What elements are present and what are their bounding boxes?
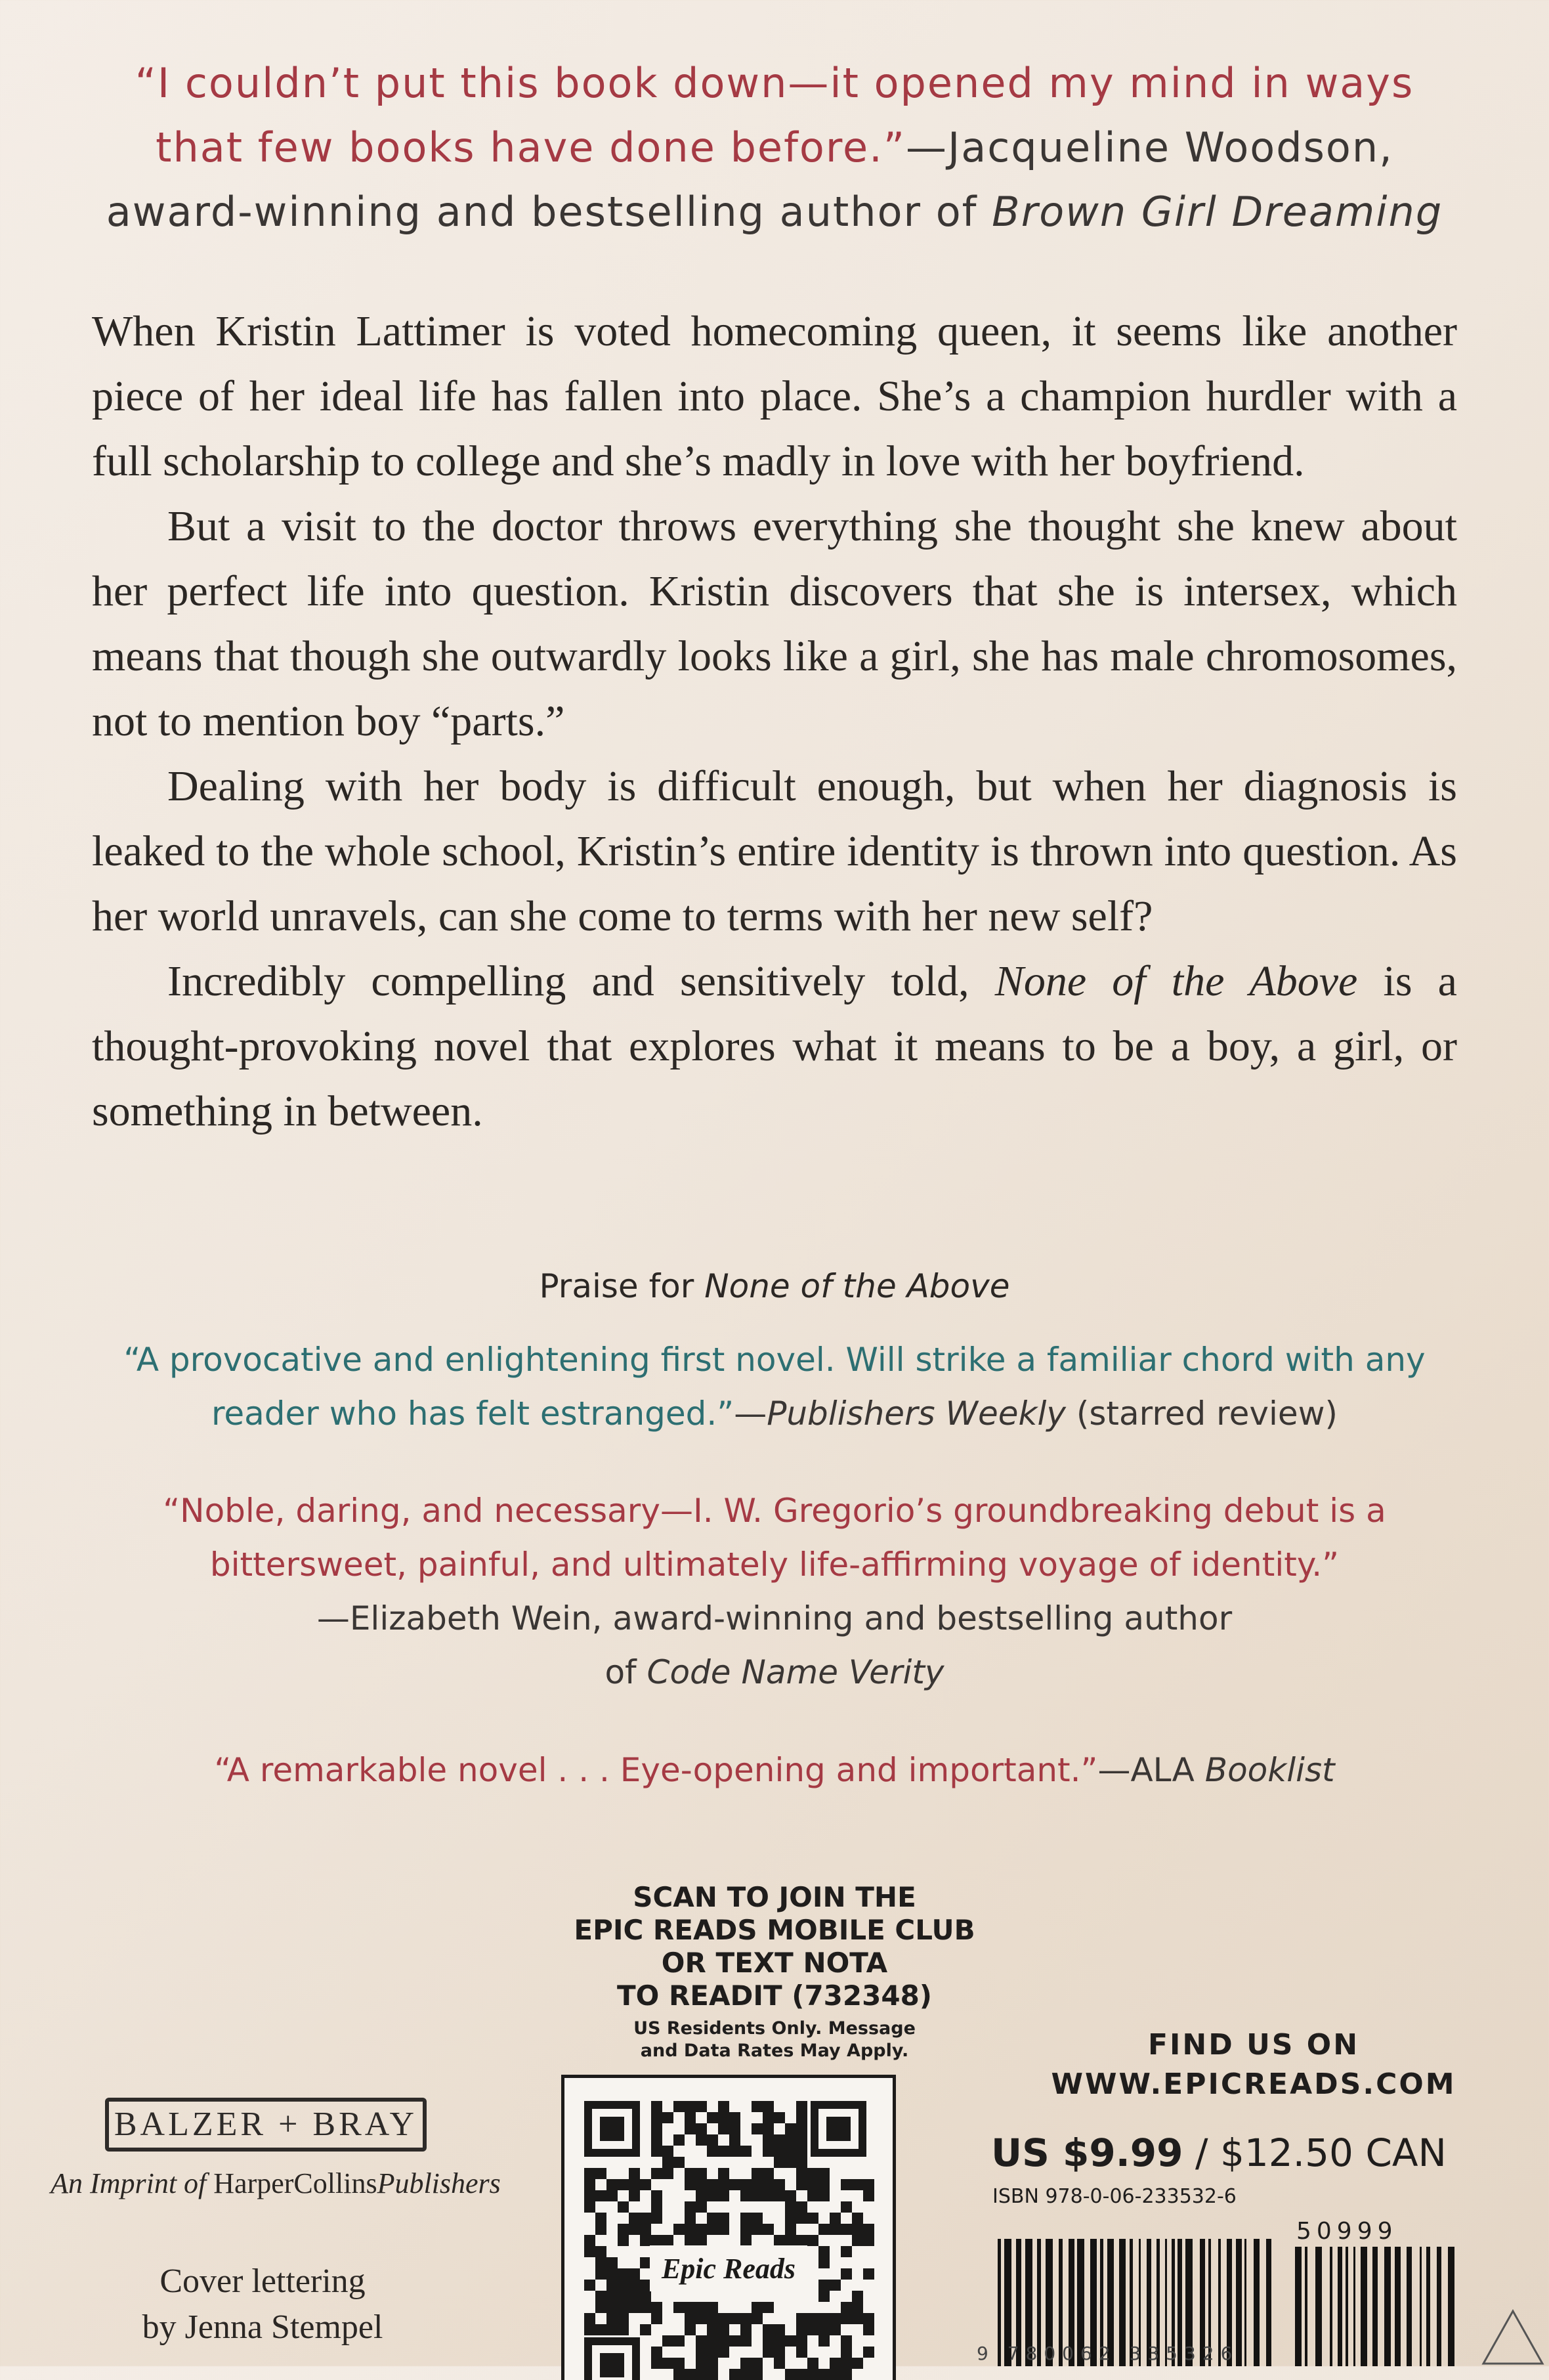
top-quote-attribution-title: Brown Girl Dreaming: [992, 188, 1443, 236]
price-separator: /: [1183, 2131, 1220, 2175]
praise-quote-1: [85, 1333, 1464, 1440]
cover-credit-line-2: by Jenna Stempel: [142, 2308, 383, 2346]
praise-heading: [0, 1267, 1549, 1305]
imprint-suffix: Publishers: [377, 2167, 501, 2199]
blurb-paragraph-3: Dealing with her body is difficult enough, but when her diagnosis is leaked to the whole school, Kristin’s entire identity is thrown into question. As her world unravels, can she come to terms with her new self?: [92, 762, 1457, 940]
blurb-p4-title: None of the Above: [994, 957, 1358, 1005]
book-blurb: [92, 299, 1457, 1144]
scan-line-4: TO READIT (732348): [616, 1980, 932, 2012]
price-line: [991, 2131, 1451, 2175]
barcode-price-code: 50999: [1296, 2218, 1398, 2245]
praise-quote-2: [85, 1484, 1464, 1699]
top-quote: [98, 51, 1451, 244]
find-us-line-1: FIND US ON: [1147, 2028, 1360, 2062]
scan-small-1: US Residents Only. Message: [633, 2018, 916, 2039]
scan-instructions: [551, 1881, 998, 2062]
praise-quote-2-attr: —Elizabeth Wein, award-winning and bestselling author: [316, 1599, 1233, 1637]
praise-quote-3-attr-title: Booklist: [1204, 1751, 1335, 1789]
blurb-p4-before: Incredibly compelling and sensitively told,: [167, 957, 995, 1005]
publisher-logo: BALZER + BRAY: [105, 2098, 427, 2152]
blurb-paragraph-4: [92, 949, 1457, 1144]
qr-code-graphic: [564, 2078, 893, 2380]
praise-heading-title: None of the Above: [704, 1267, 1010, 1305]
blurb-p4-after: is a thought-provoking novel that explores what it means to be a boy, a girl, or something in between.: [92, 957, 1457, 1135]
isbn-text: ISBN 978-0-06-233532-6: [992, 2185, 1237, 2208]
cover-credit: [105, 2259, 420, 2350]
praise-quote-1-attr-suffix: (starred review): [1065, 1395, 1338, 1433]
praise-quote-3-text: “A remarkable novel . . . Eye-opening and important.”: [214, 1751, 1098, 1789]
top-quote-text: “I couldn’t put this book down—it opened my mind in ways that few books have done before.”: [135, 59, 1414, 171]
imprint-prefix: An Imprint of: [51, 2167, 214, 2199]
triangle-icon: [1483, 2311, 1542, 2364]
scan-line-3: OR TEXT NOTA: [661, 1947, 888, 1979]
blurb-paragraph-1: When Kristin Lattimer is voted homecoming queen, it seems like another piece of her ideal life has fallen into place. She’s a champion hurdler with a full scholarship to college and she’s madly in love with her boyfriend.: [92, 307, 1457, 485]
price-us: US $9.99: [991, 2131, 1183, 2175]
praise-quote-1-attr-prefix: —: [734, 1395, 767, 1433]
price-can: $12.50 CAN: [1220, 2131, 1447, 2175]
find-us: [1050, 2025, 1457, 2104]
praise-quote-1-text: “A provocative and enlightening first novel. Will strike a familiar chord with any reader who has felt estranged.”: [123, 1341, 1426, 1433]
praise-quote-2-attr2-title: Code Name Verity: [647, 1653, 944, 1691]
qr-logo-text: Epic Reads: [661, 2253, 796, 2285]
praise-quote-3: [85, 1743, 1464, 1797]
praise-quote-2-attr-line2: [85, 1645, 1464, 1699]
imprint-name: HarperCollins: [213, 2167, 377, 2199]
scan-line-2: EPIC READS MOBILE CLUB: [574, 1914, 975, 1946]
praise-quote-2-attr2-prefix: of: [605, 1653, 647, 1691]
praise-quote-3-attr-prefix: —ALA: [1097, 1751, 1205, 1789]
cover-credit-line-1: Cover lettering: [159, 2262, 366, 2300]
top-quote-attribution: —Jacqueline Woodson, award-winning and bestselling author of: [106, 123, 1393, 236]
qr-code[interactable]: [561, 2075, 896, 2380]
barcode-digits: 9 780062 335326: [977, 2343, 1239, 2364]
scan-small-2: and Data Rates May Apply.: [640, 2041, 909, 2061]
imprint-line: [33, 2167, 519, 2200]
scan-line-1: SCAN TO JOIN THE: [633, 1881, 916, 1913]
praise-quote-2-text: “Noble, daring, and necessary—I. W. Gregorio’s groundbreaking debut is a bittersweet, painful, and ultimately life-affirming voyage of identity.”: [163, 1492, 1386, 1584]
praise-quote-1-attr-title: Publishers Weekly: [767, 1395, 1066, 1433]
blurb-paragraph-2: But a visit to the doctor throws everything she thought she knew about her perfect life into question. Kristin discovers that she is intersex, which means that though she outwardly looks like a girl, she has male chromosomes, not to mention boy “parts.”: [92, 502, 1457, 745]
find-us-url[interactable]: WWW.EPICREADS.COM: [1051, 2067, 1456, 2101]
praise-heading-prefix: Praise for: [539, 1267, 705, 1305]
